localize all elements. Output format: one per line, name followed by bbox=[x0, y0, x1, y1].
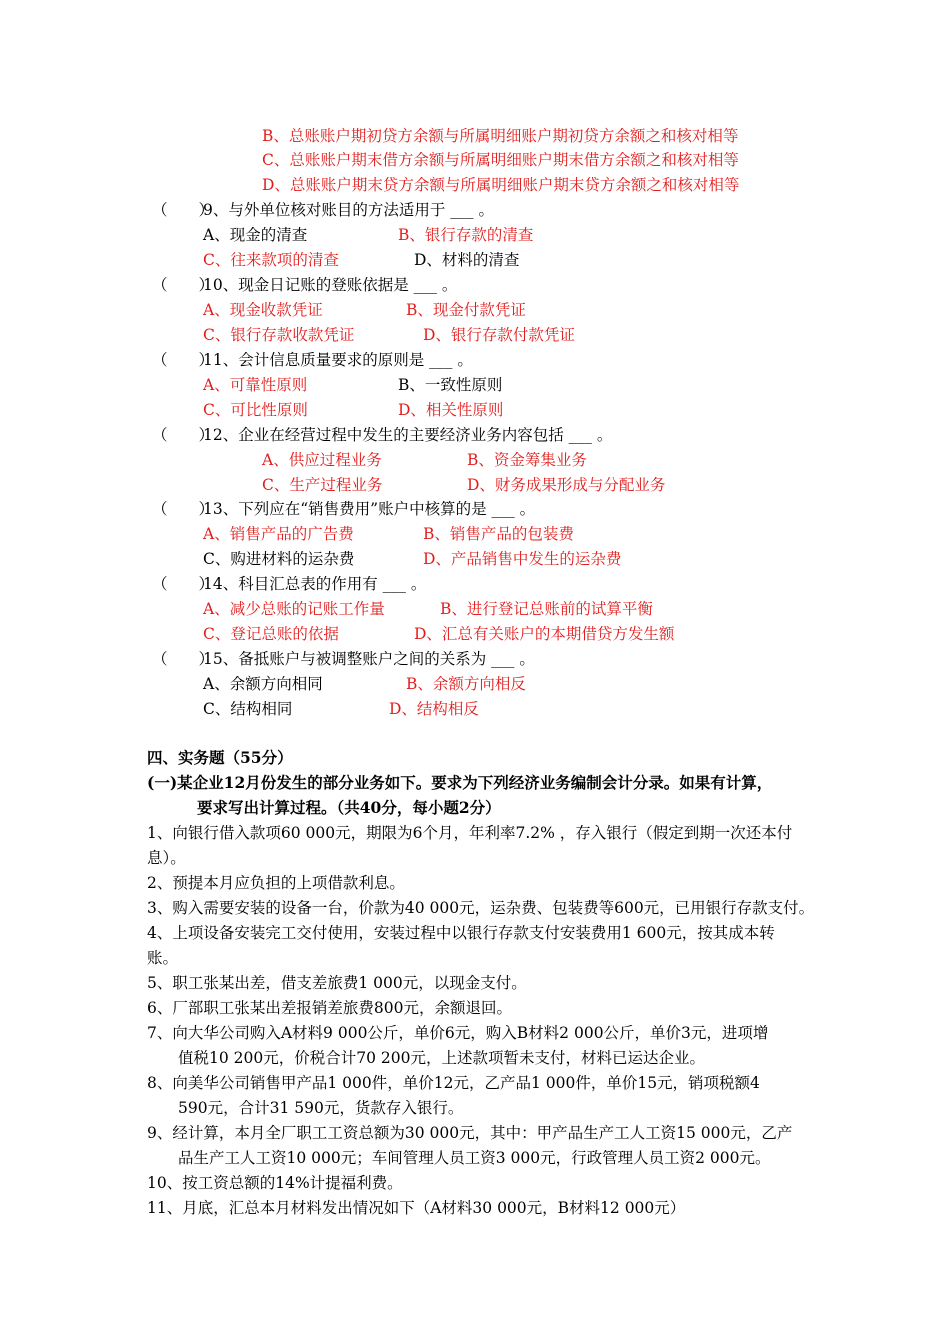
q9-stem: 9、与外单位核对账目的方法适用于 ___ 。 bbox=[203, 201, 494, 219]
task-11: 11、月底，汇总本月材料发出情况如下（A材料30 000元，B材料12 000元） bbox=[147, 1199, 686, 1217]
task-8-line2: 590元，合计31 590元，货款存入银行。 bbox=[178, 1099, 464, 1117]
q13-option-c: C、购进材料的运杂费 bbox=[203, 550, 355, 568]
task-9-line2: 品生产工人工资10 000元；车间管理人员工资3 000元，行政管理人员工资2 000元。 bbox=[178, 1149, 771, 1167]
task-1-line2: 息）。 bbox=[147, 849, 186, 867]
subsection-instruction-line1: (一)某企业12月份发生的部分业务如下。要求为下列经济业务编制会计分录。如果有计算， bbox=[147, 773, 773, 792]
q15-option-b: B、余额方向相反 bbox=[406, 675, 526, 693]
q9-option-d: D、材料的清查 bbox=[414, 251, 520, 269]
q10-paren: （ ） bbox=[152, 276, 215, 294]
task-1-line1: 1、向银行借入款项60 000元，期限为6个月，年利率7.2% ，存入银行（假定到期一次还本付 bbox=[147, 824, 793, 842]
q8-option-d: D、总账账户期末贷方余额与所属明细账户期末贷方余额之和核对相等 bbox=[262, 176, 740, 194]
task-3: 3、购入需要安装的设备一台，价款为40 000元，运杂费、包装费等600元，已用银行存款支付。 bbox=[147, 899, 815, 917]
q12-stem: 12、企业在经营过程中发生的主要经济业务内容包括 ___ 。 bbox=[203, 426, 613, 444]
q12-paren: （ ） bbox=[152, 426, 215, 444]
q11-option-d: D、相关性原则 bbox=[398, 401, 504, 419]
task-2: 2、预提本月应负担的上项借款利息。 bbox=[147, 874, 405, 892]
q15-option-a: A、余额方向相同 bbox=[203, 675, 323, 693]
q15-stem: 15、备抵账户与被调整账户之间的关系为 ___ 。 bbox=[203, 650, 535, 668]
task-6: 6、厂部职工张某出差报销差旅费800元，余额退回。 bbox=[147, 999, 512, 1017]
q13-option-a: A、销售产品的广告费 bbox=[203, 525, 354, 543]
q14-option-a: A、减少总账的记账工作量 bbox=[203, 600, 385, 618]
q9-option-c: C、往来款项的清查 bbox=[203, 251, 339, 269]
q14-paren: （ ） bbox=[152, 575, 215, 593]
q9-paren: （ ） bbox=[152, 201, 215, 219]
q13-option-d: D、产品销售中发生的运杂费 bbox=[423, 550, 622, 568]
task-7-line1: 7、向大华公司购入A材料9 000公斤，单价6元，购入B材料2 000公斤，单价3元，进项增 bbox=[147, 1024, 769, 1042]
q9-option-b: B、银行存款的清查 bbox=[398, 226, 534, 244]
q14-option-b: B、进行登记总账前的试算平衡 bbox=[440, 600, 653, 618]
q11-stem: 11、会计信息质量要求的原则是 ___ 。 bbox=[203, 351, 473, 369]
q14-option-c: C、登记总账的依据 bbox=[203, 625, 339, 643]
task-5: 5、职工张某出差，借支差旅费1 000元，以现金支付。 bbox=[147, 974, 527, 992]
q15-paren: （ ） bbox=[152, 650, 215, 668]
q11-option-b: B、一致性原则 bbox=[398, 376, 503, 394]
q11-paren: （ ） bbox=[152, 351, 215, 369]
q12-option-a: A、供应过程业务 bbox=[262, 451, 382, 469]
subsection-instruction-line2: 要求写出计算过程。（共40分，每小题2分） bbox=[197, 798, 501, 817]
task-4-line1: 4、上项设备安装完工交付使用，安装过程中以银行存款支付安装费用1 600元，按其成本转 bbox=[147, 924, 775, 942]
q12-option-c: C、生产过程业务 bbox=[262, 476, 383, 494]
task-7-line2: 值税10 200元，价税合计70 200元，上述款项暂未支付，材料已运达企业。 bbox=[178, 1049, 705, 1067]
q10-option-c: C、银行存款收款凭证 bbox=[203, 326, 355, 344]
q13-option-b: B、销售产品的包装费 bbox=[423, 525, 574, 543]
q10-option-d: D、银行存款付款凭证 bbox=[423, 326, 575, 344]
q11-option-c: C、可比性原则 bbox=[203, 401, 308, 419]
q11-option-a: A、可靠性原则 bbox=[203, 376, 308, 394]
q15-option-d: D、结构相反 bbox=[389, 700, 479, 718]
task-8-line1: 8、向美华公司销售甲产品1 000件，单价12元，乙产品1 000件，单价15元，销项税额4 bbox=[147, 1074, 760, 1092]
q14-option-d: D、汇总有关账户的本期借贷方发生额 bbox=[414, 625, 675, 643]
task-4-line2: 账。 bbox=[147, 949, 179, 967]
section-title: 四、实务题（55分） bbox=[147, 748, 293, 767]
task-9-line1: 9、经计算，本月全厂职工工资总额为30 000元，其中：甲产品生产工人工资15 000元，乙产 bbox=[147, 1124, 793, 1142]
q9-option-a: A、现金的清查 bbox=[203, 226, 308, 244]
q13-paren: （ ） bbox=[152, 500, 215, 518]
q10-option-a: A、现金收款凭证 bbox=[203, 301, 323, 319]
q13-stem: 13、下列应在“销售费用”账户中核算的是 ___ 。 bbox=[203, 500, 536, 518]
q15-option-c: C、结构相同 bbox=[203, 700, 293, 718]
q14-stem: 14、科目汇总表的作用有 ___ 。 bbox=[203, 575, 427, 593]
task-10: 10、按工资总额的14%计提福利费。 bbox=[147, 1174, 403, 1192]
q12-option-d: D、财务成果形成与分配业务 bbox=[467, 476, 666, 494]
q8-option-b: B、总账账户期初贷方余额与所属明细账户期初贷方余额之和核对相等 bbox=[262, 127, 739, 145]
q12-option-b: B、资金筹集业务 bbox=[467, 451, 587, 469]
q10-option-b: B、现金付款凭证 bbox=[406, 301, 526, 319]
q8-option-c: C、总账账户期末借方余额与所属明细账户期末借方余额之和核对相等 bbox=[262, 151, 739, 169]
q10-stem: 10、现金日记账的登账依据是 ___ 。 bbox=[203, 276, 458, 294]
